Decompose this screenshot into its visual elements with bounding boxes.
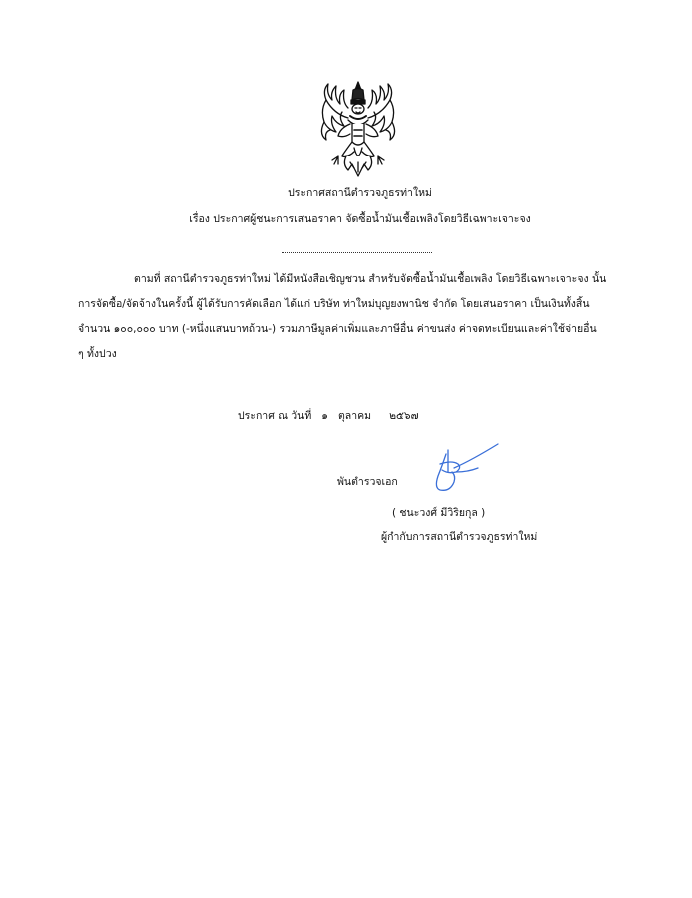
date-month: ตุลาคม [337,410,372,422]
body-paragraph-line: ตามที่ สถานีตำรวจภูธรท่าใหม่ ได้มีหนังสือเชิญชวน สำหรับจัดซื้อน้ำมันเชื้อเพลิง โดยวิธีเฉพาะเจาะจง นั้น [134,273,607,285]
handwritten-signature-icon [428,442,500,494]
announcement-date [238,407,419,424]
signatory-name: ( ชนะวงศ์ มีวิริยกุล ) [392,507,486,519]
signatory-position: ผู้กำกับการสถานีตำรวจภูธรท่าใหม่ [381,531,538,543]
date-day: ๑ [321,410,328,422]
garuda-emblem-icon [312,78,404,178]
date-year: ๒๕๖๗ [389,410,419,422]
signatory-rank: พันตำรวจเอก [337,476,398,488]
subject-line: เรื่อง ประกาศผู้ชนะการเสนอราคา จัดซื้อน้ำมันเชื้อเพลิงโดยวิธีเฉพาะเจาะจง [189,213,531,225]
body-paragraph-line: การจัดซื้อ/จัดจ้างในครั้งนี้ ผู้ได้รับการคัดเลือก ได้แก่ บริษัท ท่าใหม่บุญยงพานิช จำกัด โดยเสนอราคา เป็นเงินทั้งสิ้น [78,298,590,310]
dotted-divider [282,252,432,253]
body-paragraph-line: จำนวน ๑๐๐,๐๐๐ บาท (-หนึ่งแสนบาทถ้วน-) รวมภาษีมูลค่าเพิ่มและภาษีอื่น ค่าขนส่ง ค่าจดทะเบียนและค่าใช้จ่ายอื่น [78,323,597,335]
date-prefix: ประกาศ ณ วันที่ [238,410,312,422]
body-paragraph-line: ๆ ทั้งปวง [78,348,117,360]
agency-title: ประกาศสถานีตำรวจภูธรท่าใหม่ [288,187,432,199]
